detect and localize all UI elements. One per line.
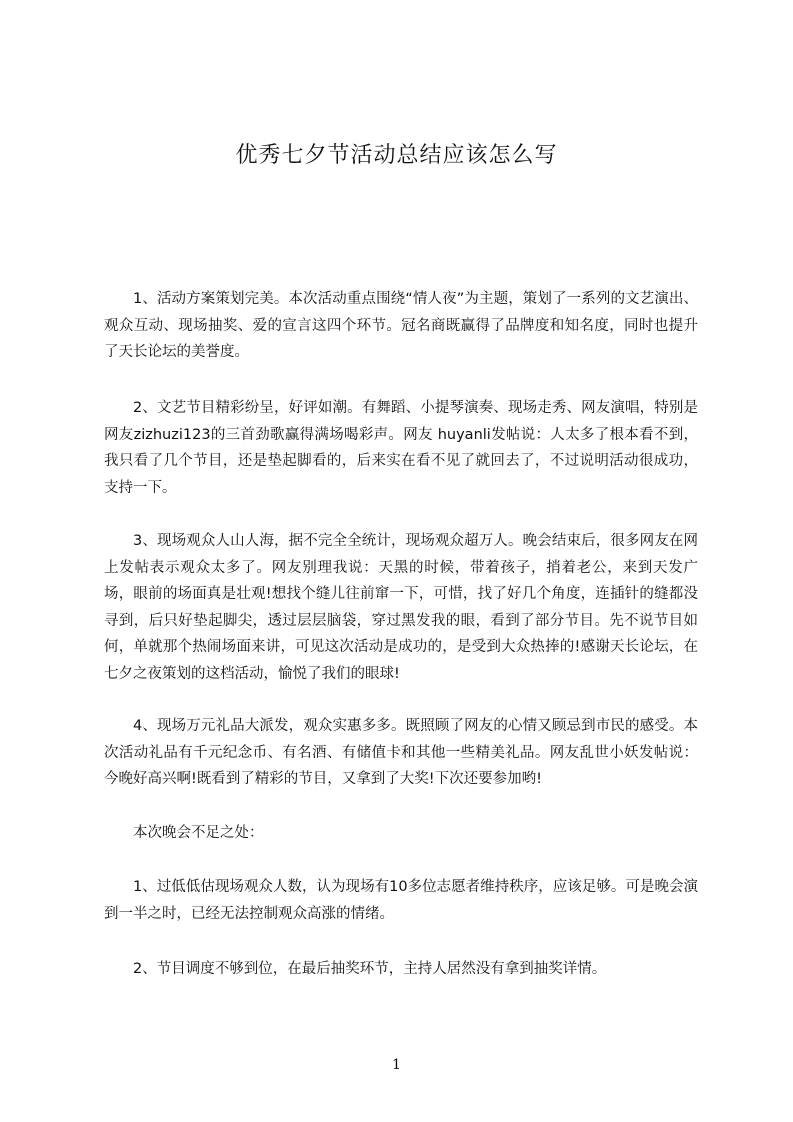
paragraph-shortcoming-2: 2、节目调度不够到位，在最后抽奖环节，主持人居然没有拿到抽奖详情。 bbox=[133, 961, 607, 977]
paragraph-shortcoming-1: 1、过低低估现场观众人数，认为现场有10多位志愿者维持秩序，应该足够。可是晚会演到一半之时，已经无法控制观众高涨的情绪。 bbox=[104, 879, 698, 922]
paragraph-3: 3、现场观众人山人海，据不完全全统计，现场观众超万人。晚会结束后，很多网友在网上发帖表示观众太多了。网友别理我说：天黑的时候，带着孩子，捎着老公，来到天发广场，眼前的场面真是壮观!想找个缝儿往前窜一下，可惜，找了好几个角度，连插针的缝都没寻到，后只好垫起脚尖，透过层层脑袋，穿过黑发我的眼，看到了部分节目。先不说节目如何，单就那个热闹场面来讲，可见这次活动是成功的，是受到大众热捧的!感谢天长论坛，在七夕之夜策划的这档活动，愉悦了我们的眼球! bbox=[104, 533, 698, 682]
paragraph-shortcomings-heading: 本次晚会不足之处： bbox=[133, 825, 264, 841]
paragraph-4: 4、现场万元礼品大派发，观众实惠多多。既照顾了网友的心情又顾忌到市民的感受。本次活动礼品有千元纪念币、有名酒、有储值卡和其他一些精美礼品。网友乱世小妖发帖说：今晚好高兴啊!既看到了精彩的节目，又拿到了大奖!下次还要参加哟! bbox=[104, 718, 698, 787]
paragraph-2: 2、文艺节目精彩纷呈，好评如潮。有舞蹈、小提琴演奏、现场走秀、网友演唱，特别是网友zizhuzi123的三首劲歌赢得满场喝彩声。网友 huyanli发帖说：人太多了根本看不到，我只看了几个节目，还是垫起脚看的，后来实在看不见了就回去了，不过说明活动很成功，支持一下。 bbox=[104, 400, 698, 496]
paragraph-1: 1、活动方案策划完美。本次活动重点围绕“情人夜”为主题，策划了一系列的文艺演出、观众互动、现场抽奖、爱的宣言这四个环节。冠名商既赢得了品牌度和知名度，同时也提升了天长论坛的美誉度。 bbox=[104, 291, 698, 360]
page-number: 1 bbox=[392, 1057, 401, 1073]
page-title: 优秀七夕节活动总结应该怎么写 bbox=[235, 143, 558, 168]
